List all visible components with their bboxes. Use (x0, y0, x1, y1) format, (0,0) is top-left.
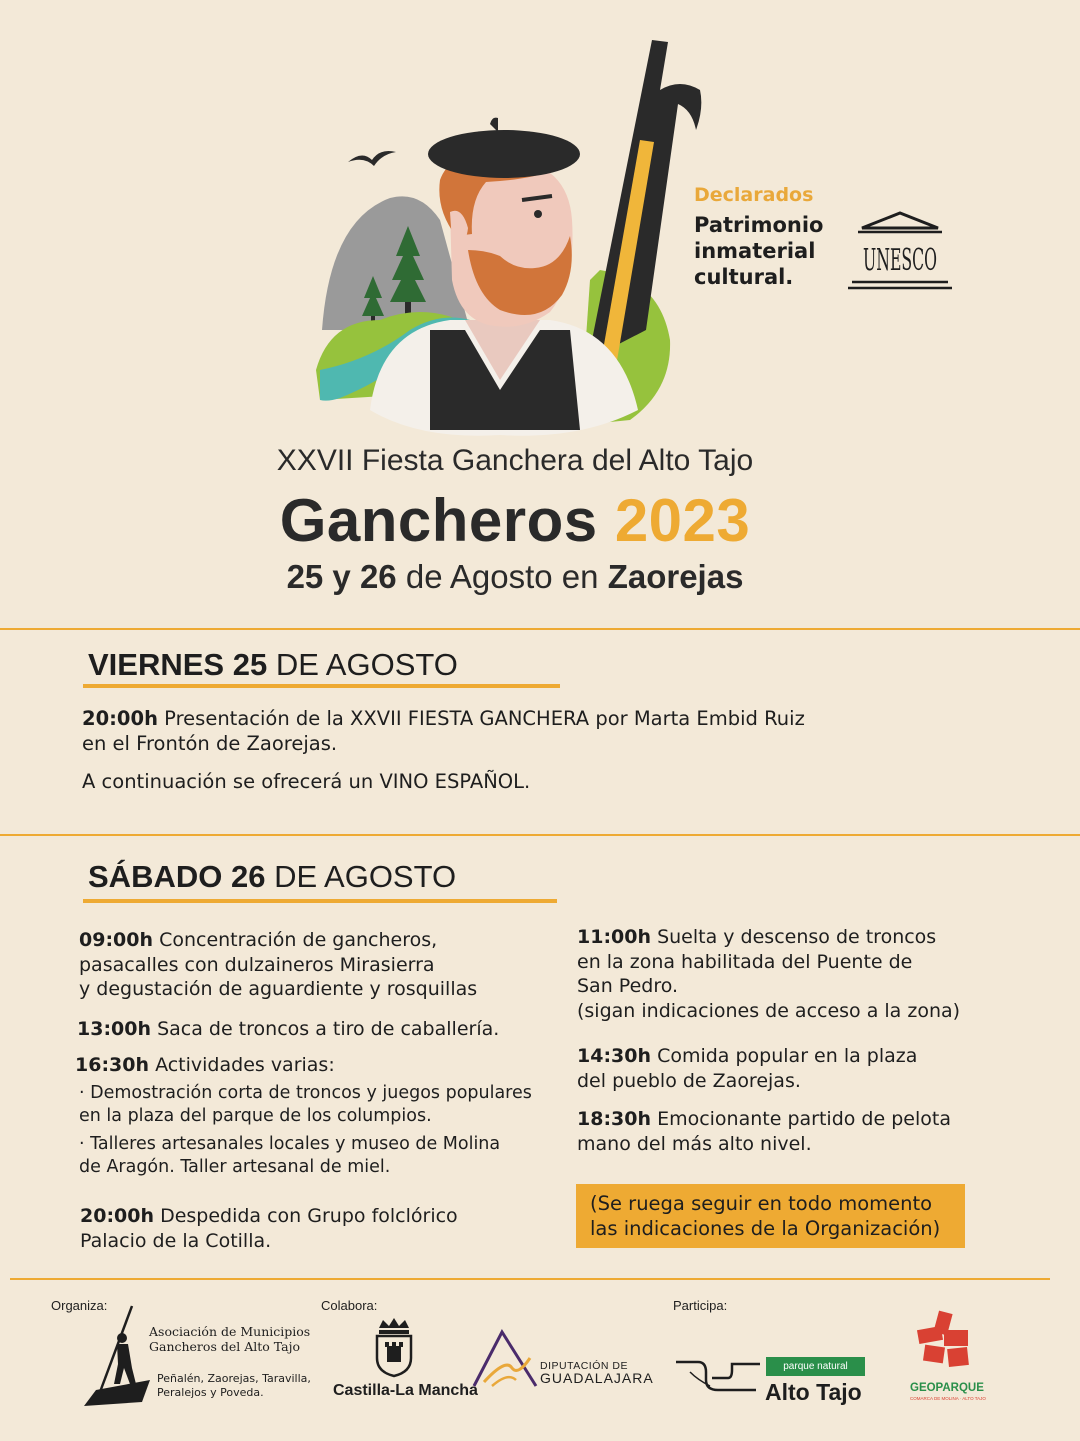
friday-heading-bold: VIERNES 25 (88, 647, 268, 682)
event-time: 14:30h (577, 1045, 652, 1067)
unesco-line-1: Patrimonio (694, 213, 824, 237)
event-text-cont: mano del más alto nivel. (577, 1132, 812, 1155)
event-time: 20:00h (82, 707, 158, 730)
event-time: 18:30h (577, 1108, 652, 1130)
diputacion-line-2: GUADALAJARA (540, 1370, 654, 1386)
event-time: 20:00h (80, 1205, 155, 1227)
event-text-cont: pasacalles con dulzaineros Mirasierra y degustación de aguardiente y rosquillas (79, 953, 478, 1000)
event-text: Saca de troncos a tiro de caballería. (157, 1018, 500, 1040)
event-time: 09:00h (79, 929, 154, 951)
divider (0, 834, 1080, 836)
saturday-heading-rest: DE AGOSTO (274, 859, 457, 894)
unesco-line-3: cultural. (694, 265, 794, 289)
event-date-line (0, 558, 1030, 596)
date-place: Zaorejas (607, 558, 744, 595)
saturday-underline (83, 899, 557, 903)
organization-notice-text: (Se ruega seguir en todo momento las indicaciones de la Organización) (590, 1192, 941, 1240)
unesco-logo (848, 210, 952, 292)
bird-icon (348, 151, 396, 166)
unesco-declared-label: Declarados (694, 184, 814, 206)
event-text: Emocionante partido de pelota (657, 1108, 951, 1130)
event-time: 13:00h (77, 1018, 152, 1040)
diputacion-line-1: DIPUTACIÓN DE (540, 1360, 628, 1372)
friday-underline (83, 684, 560, 688)
geoparque-logo-icon (914, 1310, 976, 1374)
friday-event-1 (82, 707, 805, 756)
saturday-event-1100 (577, 925, 960, 1023)
saturday-event-1830 (577, 1107, 951, 1156)
unesco-line-2: inmaterial (694, 239, 816, 263)
geoparque-name: GEOPARQUE (910, 1382, 984, 1394)
parque-natural-badge (766, 1357, 865, 1376)
saturday-event-1630 (75, 1053, 335, 1078)
castilla-la-mancha-name: Castilla-La Mancha (333, 1382, 478, 1399)
event-text: Concentración de gancheros, (159, 929, 438, 951)
footer-divider (10, 1278, 1050, 1280)
saturday-event-1430 (577, 1044, 917, 1093)
assoc-towns-line-1: Peñalén, Zaorejas, Taravilla, (157, 1372, 311, 1385)
saturday-heading (88, 859, 456, 895)
title-word: Gancheros (279, 487, 598, 554)
event-text-cont: del pueblo de Zaorejas. (577, 1069, 801, 1092)
castilla-la-mancha-crest-icon (373, 1318, 415, 1376)
assoc-name (149, 1324, 310, 1354)
event-text-cont: Palacio de la Cotilla. (80, 1229, 272, 1252)
unesco-heritage-text (694, 212, 823, 290)
friday-heading-rest: DE AGOSTO (275, 647, 458, 682)
participa-label: Participa: (673, 1298, 728, 1313)
alto-tajo-name: Alto Tajo (765, 1379, 862, 1405)
event-title (0, 486, 1030, 555)
colabora-label: Colabora: (321, 1298, 378, 1313)
organization-notice-box (576, 1184, 965, 1248)
event-subtitle: XXVII Fiesta Ganchera del Alto Tajo (276, 444, 754, 477)
assoc-name-line-2: Gancheros del Alto Tajo (149, 1339, 300, 1354)
event-text-cont: en la zona habilitada del Puente de San Pedro. (sigan indicaciones de acceso a la zona) (577, 950, 961, 1022)
event-text: Despedida con Grupo folclórico (160, 1205, 458, 1227)
event-time: 11:00h (577, 926, 652, 948)
diputacion-guadalajara-logo-icon (472, 1328, 538, 1390)
saturday-activity-2: · Talleres artesanales locales y museo de Molina de Aragón. Taller artesanal de miel. (79, 1134, 501, 1177)
saturday-event-0900 (79, 928, 477, 1002)
saturday-event-1300 (77, 1017, 499, 1042)
unesco-logo-text: UNESCO (863, 243, 937, 278)
saturday-event-2000 (80, 1204, 458, 1253)
event-time: 16:30h (75, 1054, 150, 1076)
ganchero-illustration (300, 30, 700, 430)
divider (0, 628, 1080, 630)
friday-heading (88, 647, 458, 683)
title-year: 2023 (614, 487, 751, 554)
saturday-heading-bold: SÁBADO 26 (88, 859, 266, 894)
event-text: Comida popular en la plaza (657, 1045, 918, 1067)
ganchero-silhouette-icon (84, 1306, 150, 1410)
saturday-activity-1: · Demostración corta de troncos y juegos populares en la plaza del parque de los columpios. (79, 1083, 532, 1126)
event-text: Suelta y descenso de troncos (657, 926, 937, 948)
event-text: Presentación de la XXVII FIESTA GANCHERA por Marta Embid Ruiz (164, 707, 805, 730)
parque-natural-badge-text: parque natural (783, 1361, 848, 1372)
assoc-towns-line-2: Peralejos y Poveda. (157, 1386, 264, 1399)
event-text-cont: en el Frontón de Zaorejas. (82, 731, 338, 755)
date-middle: de Agosto en (405, 558, 599, 595)
assoc-name-line-1: Asociación de Municipios (149, 1324, 311, 1339)
friday-event-2: A continuación se ofrecerá un VINO ESPAÑOL. (82, 770, 531, 793)
geoparque-sub: COMARCA DE MOLINA · ALTO TAJO (910, 1396, 986, 1401)
assoc-towns (157, 1372, 311, 1400)
event-text: Actividades varias: (155, 1054, 335, 1076)
alto-tajo-river-icon (676, 1356, 762, 1396)
organiza-label: Organiza: (51, 1298, 108, 1313)
date-days: 25 y 26 (286, 558, 397, 595)
